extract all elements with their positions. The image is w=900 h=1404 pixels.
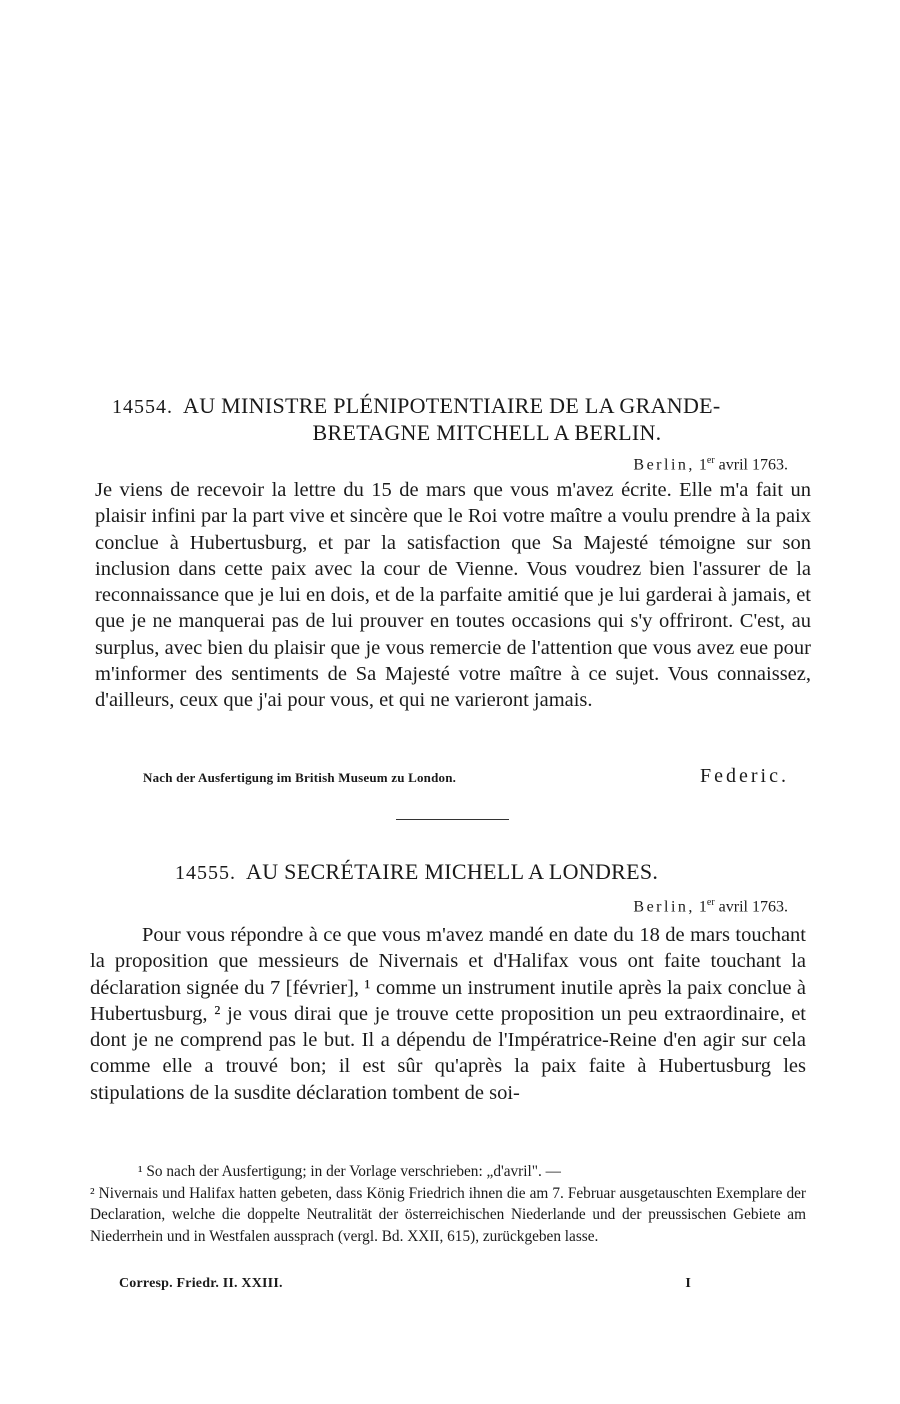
letter-1-title-line1: AU MINISTRE PLÉNIPOTENTIAIRE DE LA GRANDE-: [183, 393, 721, 418]
footnote-2: ² Nivernais und Halifax hatten gebeten, dass König Friedrich ihnen die am 7. Februar ausgetauschten Exemplare der Declaration, welche die doppelte Neutralität der österreichischen Niederlande und der preussischen Gebiete am Niederrhein und in Westfalen aussprach (vergl. Bd. XXII, 615), zurückgeben lasse.: [90, 1184, 806, 1245]
letter-2-body: [90, 922, 806, 1106]
letter-1-closing: [143, 765, 789, 788]
letter-1-source-note: Nach der Ausfertigung im British Museum zu London.: [143, 770, 457, 785]
letter-1-date-rest: avril 1763.: [718, 456, 788, 474]
letter-1-signature: Federic.: [700, 765, 789, 787]
letter-2-date-rest: avril 1763.: [718, 898, 788, 916]
letter-1-title-line2: BRETAGNE MITCHELL A BERLIN.: [312, 420, 662, 445]
letter-2-date-sup: er: [706, 897, 715, 908]
letter-2-dateline: [633, 893, 788, 917]
letter-2-heading: [175, 859, 775, 886]
letter-1-dateline: [633, 451, 788, 475]
letter-2-text: Pour vous répondre à ce que vous m'avez mandé en date du 18 de mars touchant la proposition que messieurs de Nivernais et d'Halifax vous ont faite touchant la déclaration signée du 7 [février], ¹ comme un instrument inutile après la paix conclue à Hubertusburg, ² je vous dirai que je trouve cette proposition un peu extraordinaire, et dont je ne comprend pas le but. Il a dépendu de l'Impératrice-Reine d'en agir sur cela comme elle a trouvé bon; il est sûr qu'après la paix faite à Hubertusburg les stipulations de la susdite déclaration tombent de soi-: [90, 924, 806, 1104]
footnotes: [90, 1161, 806, 1247]
letter-1-text: Je viens de recevoir la lettre du 15 de mars que vous m'avez écrite. Elle m'a fait un plaisir infini par la part vive et sincère que le Roi votre maître a voulu prendre à la paix conclue à Hubertusburg, et par la satisfaction que Sa Majesté témoigne sur son inclusion dans cette paix avec la cour de Vienne. Vous voudrez bien l'assurer de la reconnaissance que je lui en dois, et de la parfaite amitié que je lui garderai à jamais, et que je ne manquerai pas de lui prouver en toutes occasions qui s'y offriront. C'est, au surplus, avec bien du plaisir que je vous remercie de l'attention que vous avez eue pour m'informer des sentiments de Sa Majesté votre maître à ce sujet. Vous connaissez, d'ailleurs, ceux que j'ai pour vous, et qui ne varieront jamais.: [95, 479, 811, 712]
letter-1-date-sup: er: [706, 455, 715, 466]
letter-2-place: Berlin,: [633, 898, 695, 916]
footer-signature-mark: I: [685, 1276, 691, 1291]
letter-2-date-day: 1: [698, 898, 707, 916]
footer-citation: Corresp. Friedr. II. XXIII.: [119, 1276, 283, 1291]
letter-1-number: 14554.: [112, 396, 173, 418]
letter-1-place: Berlin,: [633, 456, 695, 474]
footnote-1: ¹ So nach der Ausfertigung; in der Vorlage verschrieben: „d'avril". —: [138, 1163, 561, 1180]
page-footer: [119, 1276, 691, 1292]
letter-2-title: AU SECRÉTAIRE MICHELL A LONDRES.: [246, 859, 659, 884]
letter-1-body: [95, 477, 811, 714]
letter-1-heading: [112, 393, 812, 446]
letter-2-number: 14555.: [175, 862, 236, 884]
section-divider: [396, 819, 509, 820]
letter-1-date-day: 1: [698, 456, 707, 474]
